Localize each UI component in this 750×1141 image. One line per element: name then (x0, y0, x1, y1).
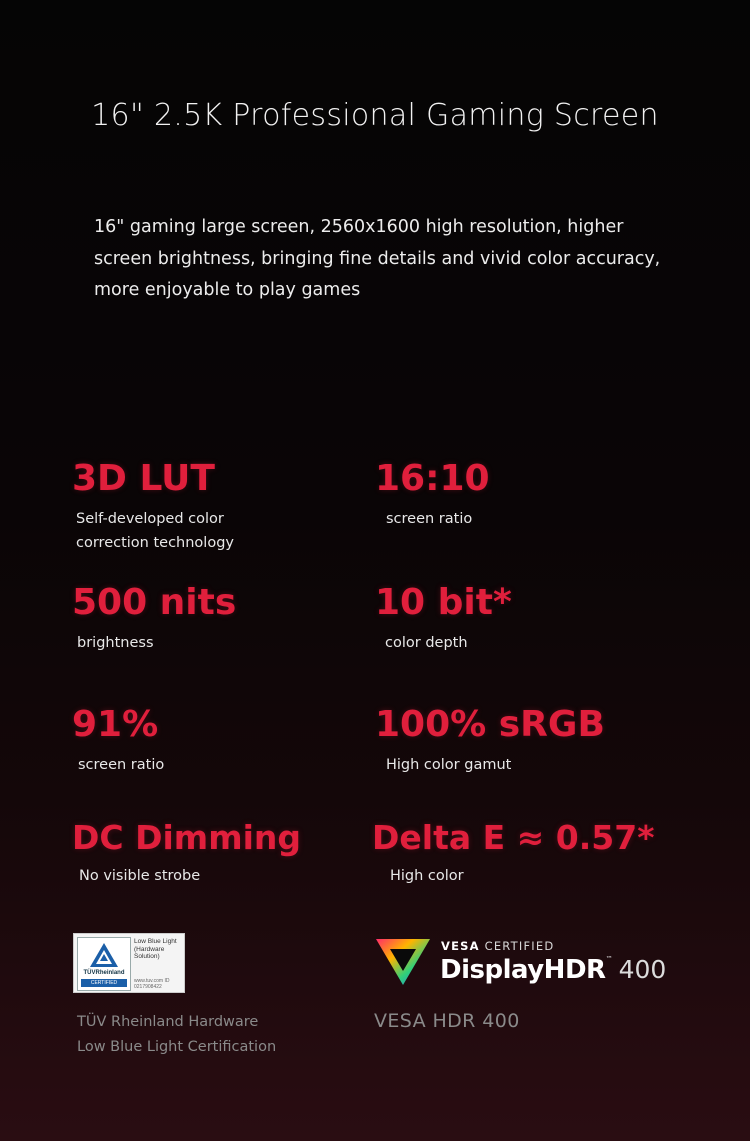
spec-color-depth (375, 582, 512, 655)
spec-label: No visible strobe (79, 868, 201, 884)
spec-value: 100% sRGB (375, 704, 605, 745)
spec-label: brightness (77, 635, 154, 651)
vesa-certified-rest: CERTIFIED (484, 939, 555, 953)
page-title: 16" 2.5K Professional Gaming Screen (91, 98, 659, 133)
page-description: 16" gaming large screen, 2560x1600 high resolution, higher screen brightness, bringing fine details and vivid color accuracy, more enjoyable to play games (94, 217, 661, 300)
spec-value: 16:10 (375, 458, 490, 499)
spec-screen-ratio (72, 704, 165, 777)
spec-value: 500 nits (72, 582, 237, 623)
vesa-brand (440, 955, 666, 985)
displayhdr-level: 400 (618, 955, 667, 984)
spec-label: screen ratio (386, 511, 473, 527)
spec-brightness (72, 582, 237, 655)
spec-label: High color gamut (386, 757, 512, 773)
tuv-badge-text: Low Blue Light (Hardware Solution) (134, 938, 177, 960)
trademark-mark: ™ (605, 955, 613, 963)
vesa-caption: VESA HDR 400 (374, 1010, 520, 1032)
tuv-triangle-icon (88, 941, 120, 969)
vesa-certified-text (441, 939, 554, 953)
spec-label: High color (390, 868, 464, 884)
spec-value: 10 bit* (375, 582, 512, 623)
spec-value: DC Dimming (72, 818, 302, 857)
spec-3d-lut (72, 458, 246, 555)
spec-color-gamut (375, 704, 605, 777)
spec-delta-e (372, 818, 655, 888)
spec-value: Delta E ≈ 0.57* (372, 818, 655, 857)
spec-dc-dimming (72, 818, 302, 888)
spec-label: screen ratio (78, 757, 165, 773)
spec-value: 3D LUT (72, 458, 215, 499)
tuv-caption: TÜV Rheinland Hardware Low Blue Light Certification (77, 1014, 277, 1055)
tuv-brand-text: TÜVRheinland (83, 970, 125, 976)
spec-label: color depth (385, 635, 468, 651)
spec-value: 91% (72, 704, 159, 745)
tuv-certification-badge (73, 933, 185, 993)
tuv-badge-id: www.tuv.com ID 0217908422 (134, 978, 170, 990)
spec-label: Self-developed color correction technology (76, 511, 234, 551)
tuv-certified-bar: CERTIFIED (81, 979, 127, 987)
spec-aspect-ratio (375, 458, 490, 531)
displayhdr-text: DisplayHDR (440, 955, 606, 985)
vesa-displayhdr-icon (374, 937, 432, 987)
vesa-certified-bold: VESA (441, 939, 480, 953)
tuv-logo (77, 937, 131, 991)
